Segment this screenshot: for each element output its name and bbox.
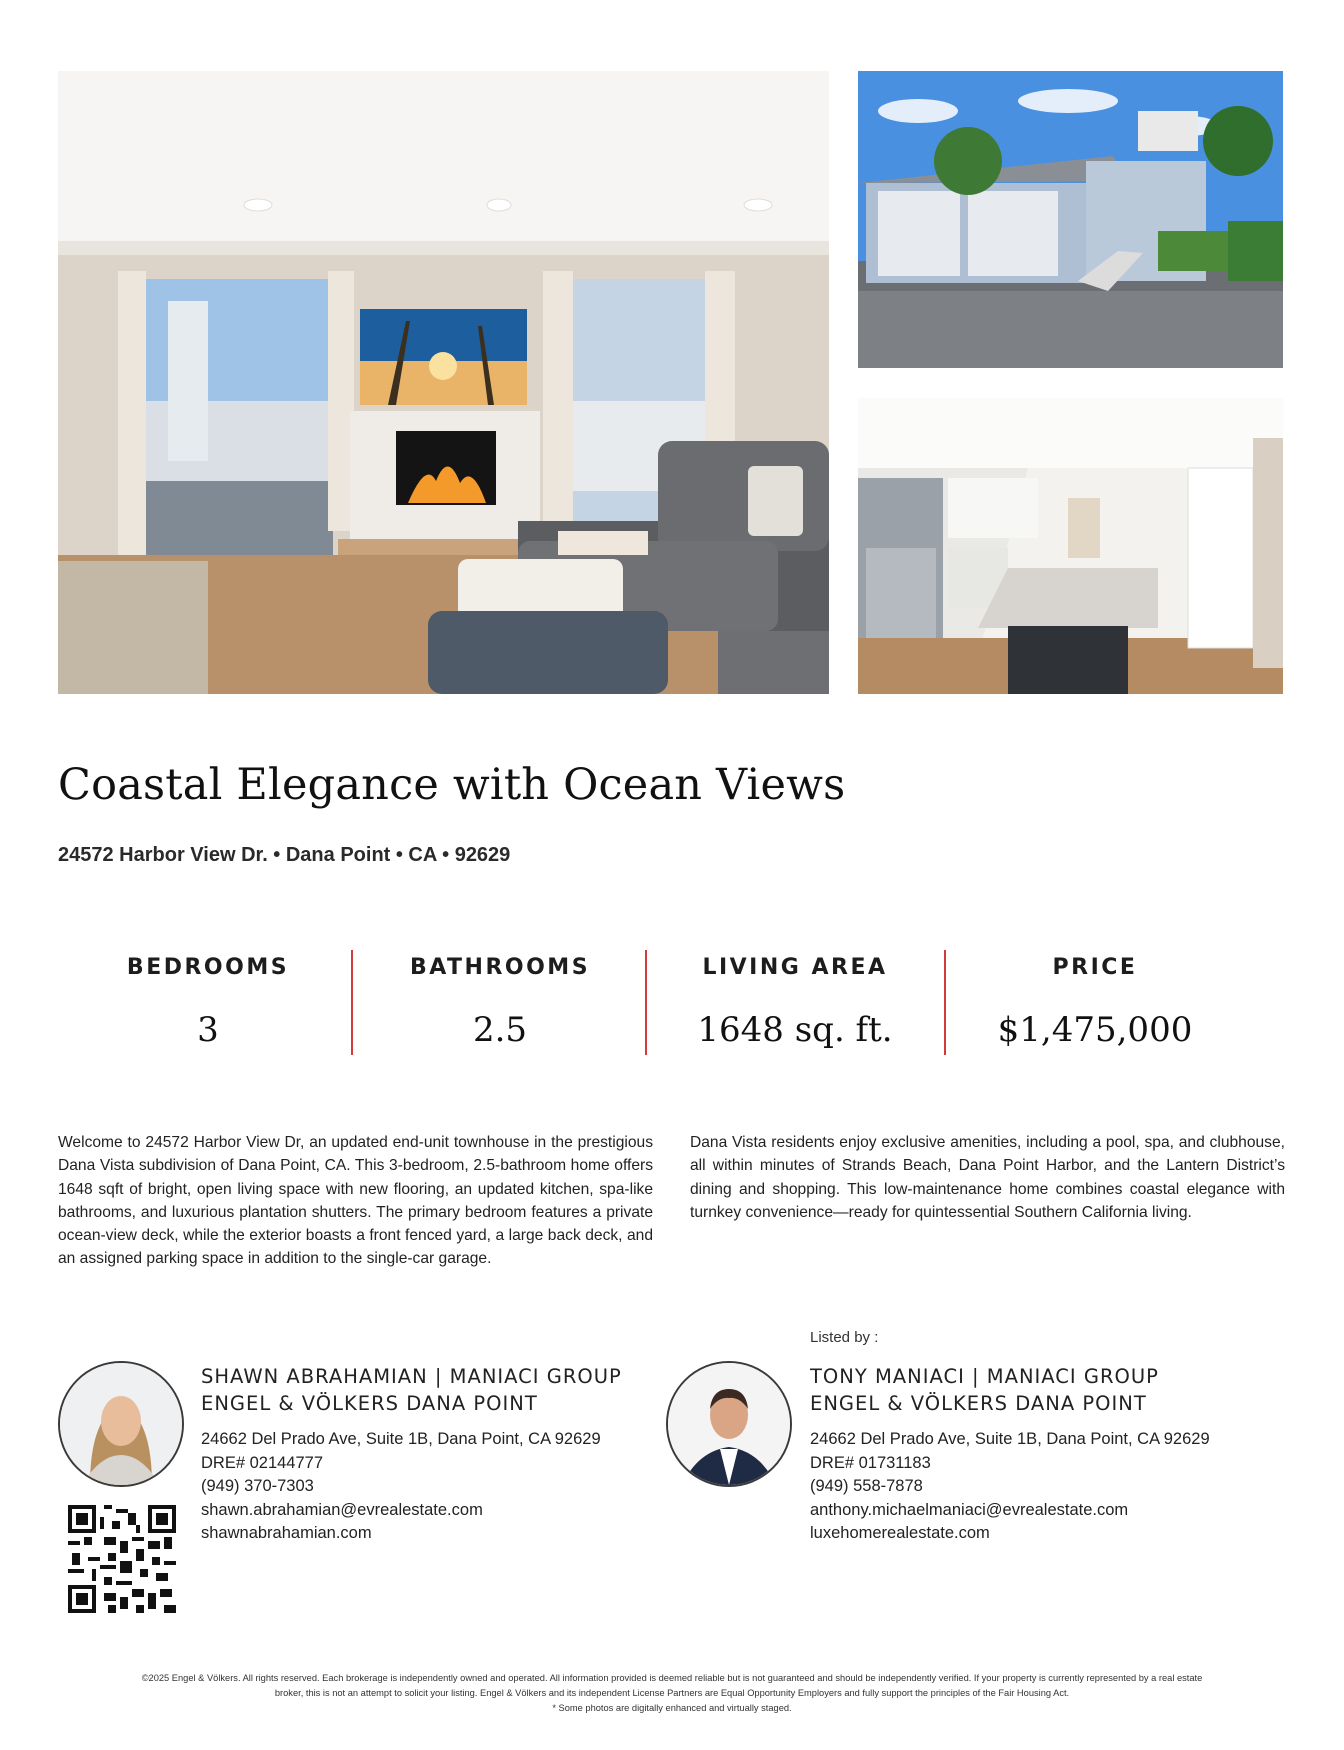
stat-value: 2.5 xyxy=(472,1010,528,1050)
footer-photo-note: * Some photos are digitally enhanced and virtually staged. xyxy=(552,1703,792,1713)
agent-email[interactable]: anthony.michaelmaniaci@evrealestate.com xyxy=(810,1500,1129,1519)
kitchen-photo xyxy=(858,398,1283,694)
agent-address: 24662 Del Prado Ave, Suite 1B, Dana Point, CA 92629 xyxy=(201,1430,601,1448)
stat-price xyxy=(975,955,1215,1050)
agent-address: 24662 Del Prado Ave, Suite 1B, Dana Point, CA 92629 xyxy=(810,1430,1210,1448)
qr-code[interactable] xyxy=(68,1505,176,1613)
stat-divider xyxy=(351,950,353,1055)
stat-divider xyxy=(645,950,647,1055)
exterior-garage-photo xyxy=(858,71,1283,368)
stat-label: BATHROOMS xyxy=(409,955,591,980)
description-right: Dana Vista residents enjoy exclusive amenities, including a pool, spa, and clubhouse, all within minutes of Strands Beach, Dana Point Harbor, and the Lantern District’s dining and shopping. This low-maintenance home combines coastal elegance with turnkey convenience—ready for quintessential Southern California living. xyxy=(690,1134,1285,1221)
stat-value: 1648 sq. ft. xyxy=(697,1010,893,1050)
stat-divider xyxy=(944,950,946,1055)
description-left: Welcome to 24572 Harbor View Dr, an updated end-unit townhouse in the prestigious Dana Vista subdivision of Dana Point, CA. This 3-bedroom, 2.5-bathroom home offers 1648 sqft of bright, open living space with new flooring, an updated kitchen, spa-like bathrooms, and luxurious plantation shutters. The primary bedroom features a private ocean-view deck, while the exterior boasts a front fenced yard, a large back deck, and an assigned parking space in addition to the single-car garage. xyxy=(58,1134,653,1268)
agent-phone[interactable]: (949) 558-7878 xyxy=(810,1477,923,1495)
agent-card-tony xyxy=(810,1363,1210,1546)
listing-title: Coastal Elegance with Ocean Views xyxy=(58,760,846,810)
stat-living-area xyxy=(680,955,910,1050)
agent-photo-shawn xyxy=(58,1361,184,1487)
stat-label: BEDROOMS xyxy=(126,955,290,980)
agent-office: ENGEL & VÖLKERS DANA POINT xyxy=(201,1392,538,1415)
listing-address: 24572 Harbor View Dr. • Dana Point • CA • 92629 xyxy=(58,844,511,866)
stat-bedrooms xyxy=(98,955,318,1050)
stat-value: $1,475,000 xyxy=(997,1010,1193,1050)
stat-label: LIVING AREA xyxy=(702,955,888,980)
stat-bathrooms xyxy=(390,955,610,1050)
agent-photo-tony xyxy=(666,1361,792,1487)
agent-website[interactable]: luxehomerealestate.com xyxy=(810,1524,990,1542)
agent-office: ENGEL & VÖLKERS DANA POINT xyxy=(810,1392,1147,1415)
agent-name: SHAWN ABRAHAMIAN | MANIACI GROUP xyxy=(201,1365,622,1388)
stat-value: 3 xyxy=(197,1010,219,1050)
stat-label: PRICE xyxy=(1052,955,1138,980)
listed-by-label: Listed by : xyxy=(810,1329,879,1346)
agent-dre: DRE# 02144777 xyxy=(201,1453,324,1472)
footer-disclaimer-line1: ©2025 Engel & Völkers. All rights reserved. Each brokerage is independently owned and operated. All information provided is deemed reliable but is not guaranteed and should be independently verified. If your property is currently represented by a real estate xyxy=(141,1673,1203,1683)
agent-phone[interactable]: (949) 370-7303 xyxy=(201,1477,314,1495)
living-room-photo xyxy=(58,71,829,694)
footer-disclaimer-line2: broker, this is not an attempt to solicit your listing. Engel & Völkers and its independent License Partners are Equal Opportunity Employers and fully support the principles of the Fair Housing Act. xyxy=(274,1688,1070,1698)
agent-card-shawn xyxy=(201,1363,622,1546)
agent-name: TONY MANIACI | MANIACI GROUP xyxy=(810,1365,1159,1388)
agent-dre: DRE# 01731183 xyxy=(810,1453,931,1472)
agent-website[interactable]: shawnabrahamian.com xyxy=(201,1524,372,1542)
agent-email[interactable]: shawn.abrahamian@evrealestate.com xyxy=(201,1500,483,1519)
